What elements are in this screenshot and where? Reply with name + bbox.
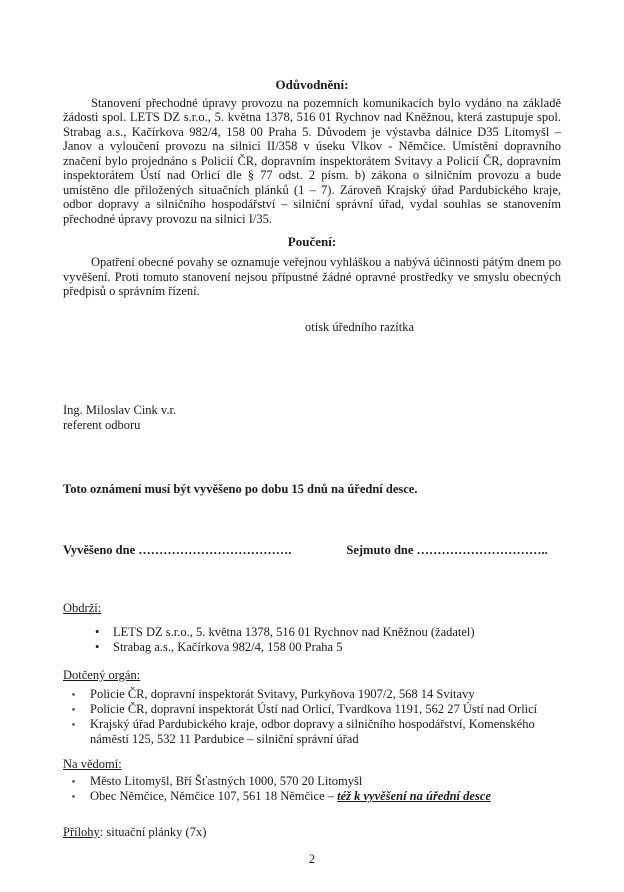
attachments-value: : situační plánky (7x) <box>99 824 207 839</box>
recipients-list-na-vedomi <box>63 774 561 804</box>
page-number: 2 <box>308 851 316 866</box>
stamp-note: otisk úředního razítka <box>305 320 414 335</box>
posting-dates-line <box>63 543 561 557</box>
square-bullet-icon: ▪ <box>72 790 76 801</box>
bullet-icon: • <box>95 639 100 654</box>
square-bullet-icon: ▪ <box>72 704 76 715</box>
recipients-list-obdrzi <box>63 625 561 655</box>
recipient-text: Policie ČR, dopravní inspektorát Svitavy, Purkyňova 1907/2, 568 14 Svitavy <box>90 687 475 702</box>
square-bullet-icon: ▪ <box>72 689 76 700</box>
recipient-item <box>63 625 561 640</box>
recipient-text: Město Litomyšl, Bří Šťastných 1000, 570 20 Litomyšl <box>90 773 363 788</box>
removed-date-label: Sejmuto dne ………………………….. <box>346 542 548 557</box>
recipient-text <box>90 789 561 804</box>
recipient-text-plain: Obec Němčice, Němčice 107, 561 18 Němčice – <box>90 788 338 803</box>
recipient-item <box>63 640 561 655</box>
recipient-text: Krajský úřad Pardubického kraje, odbor dopravy a silničního hospodářství, Komenského náměstí 125, 532 11 Pardubice – silniční správní úřad <box>90 717 535 747</box>
recipient-item <box>63 702 561 717</box>
attachments-label: Přílohy <box>63 824 100 839</box>
recipient-item <box>63 789 561 804</box>
paragraph-oduvodneni: Stanovení přechodné úpravy provozu na pozemních komunikacích bylo vydáno na základě žádosti spol. LETS DZ s.r.o., 5. května 1378, 516 01 Rychnov nad Kněžnou, která zastupuje spol. Strabag a.s., Kačírkova 982/4, 158 00 Praha 5. Důvodem je výstavba dálnice D35 Litomyšl – Janov a vyloučení provozu na silnici II/358 v úseku Vlkov - Němčice. Umístění dopravního značení bylo projednáno s Policií ČR, dopravním inspektorátem Svitavy a Policií ČR, dopravním inspektorátem Ústí nad Orlicí dle § 77 odst. 2 písm. b) zákona o silničním provozu a bude umístěno dle přiložených situačních plánků (1 – 7). Zároveň Krajský úřad Pardubického kraje, odbor dopravy a silničního hospodářství – silniční správní úřad, vydal souhlas se stanovením přechodné úpravy provozu na silnici I/35. <box>63 96 561 226</box>
signer-name: Ing. Miloslav Cink v.r. <box>63 403 177 418</box>
bullet-icon: • <box>95 624 100 639</box>
square-bullet-icon: ▪ <box>72 775 76 786</box>
recipients-heading-obdrzi: Obdrží: <box>63 601 102 616</box>
section-heading-oduvodneni: Odůvodnění: <box>275 77 349 92</box>
posting-notice: Toto oznámení musí být vyvěšeno po dobu 15 dnů na úřední desce. <box>63 482 418 497</box>
recipients-heading-dotceny-organ: Dotčený orgán: <box>63 667 141 682</box>
recipient-item <box>63 774 561 789</box>
square-bullet-icon: ▪ <box>72 719 76 730</box>
section-heading-pouceni: Poučení: <box>287 234 337 250</box>
signature-block <box>63 403 561 432</box>
signer-title: referent odboru <box>63 417 141 432</box>
paragraph-pouceni: Opatření obecné povahy se oznamuje veřejnou vyhláškou a nabývá účinnosti pátým dnem po vyvěšení. Proti tomuto stanovení nejsou přípustné žádné opravné prostředky ve smyslu obecných předpisů o správním řízení. <box>63 255 561 298</box>
recipient-text: LETS DZ s.r.o., 5. května 1378, 516 01 Rychnov nad Kněžnou (žadatel) <box>113 624 475 639</box>
recipient-text: Policie ČR, dopravní inspektorát Ústí nad Orlicí, Tvardkova 1191, 562 27 Ústí nad Orlicí <box>90 702 538 717</box>
recipient-item <box>63 717 561 747</box>
recipients-list-dotceny-organ <box>63 687 561 747</box>
posted-date-label: Vyvěšeno dne ………………………………. <box>63 542 292 557</box>
attachments-line <box>63 825 561 839</box>
recipients-heading-na-vedomi: Na vědomí: <box>63 757 122 772</box>
recipient-text: Strabag a.s., Kačírkova 982/4, 158 00 Praha 5 <box>113 639 343 654</box>
recipient-item <box>63 687 561 702</box>
recipient-text-emphasis: též k vyvěšení na úřední desce <box>337 788 491 803</box>
